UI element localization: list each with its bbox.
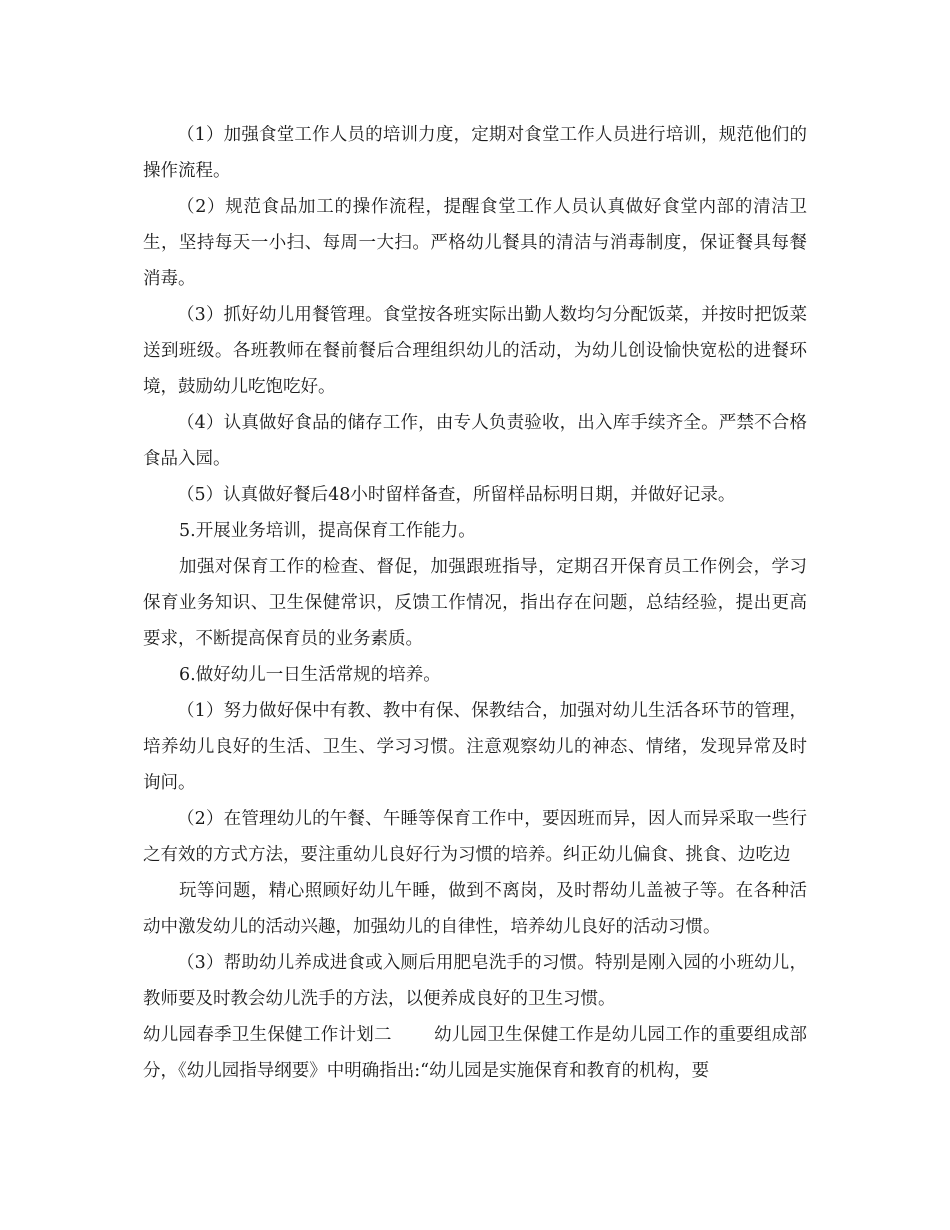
- paragraph-sample-retention: （5）认真做好餐后48小时留样备查，所留样品标明日期，并做好记录。: [177, 485, 736, 505]
- paragraph-canteen-training: （1）加强食堂工作人员的培训力度，定期对食堂工作人员进行培训，规范他们的操作流程。: [143, 125, 807, 181]
- section-heading-training: 5.开展业务培训，提高保育工作能力。: [179, 521, 476, 541]
- section-heading-daily-routine: 6.做好幼儿一日生活常规的培养。: [179, 665, 441, 685]
- paragraph-handwashing: （3）帮助幼儿养成进食或入厕后用肥皂洗手的习惯。特别是刚入园的小班幼儿，教师要及时教会幼儿洗手的方法，以便养成良好的卫生习惯。: [143, 953, 807, 1009]
- paragraph-meal-management: （3）抓好幼儿用餐管理。食堂按各班实际出勤人数均匀分配饭菜，并按时把饭菜送到班级。各班教师在餐前餐后合理组织幼儿的活动，为幼儿创设愉快宽松的进餐环境，鼓励幼儿吃饱吃好。: [143, 305, 807, 397]
- paragraph-nap-care: 玩等问题，精心照顾好幼儿午睡，做到不离岗，及时帮幼儿盖被子等。在各种活动中激发幼儿的活动兴趣，加强幼儿的自律性，培养幼儿良好的活动习惯。: [143, 881, 807, 937]
- paragraph-training-detail: 加强对保育工作的检查、督促，加强跟班指导，定期召开保育员工作例会，学习保育业务知识、卫生保健常识，反馈工作情况，指出存在问题，总结经验，提出更高要求，不断提高保育员的业务素质。: [143, 557, 807, 649]
- plan-two-intro: 幼儿园卫生保健工作是幼儿园工作的重要组成部分，《幼儿园指导纲要》中明确指出:“幼儿园是实施保育和教育的机构，要: [143, 1025, 808, 1081]
- paragraph-plan-two: [143, 1017, 807, 1089]
- paragraph-food-storage: （4）认真做好食品的储存工作，由专人负责验收，出入库手续齐全。严禁不合格食品入园。: [143, 413, 807, 469]
- paragraph-food-processing: （2）规范食品加工的操作流程，提醒食堂工作人员认真做好食堂内部的清洁卫生，坚持每天一小扫、每周一大扫。严格幼儿餐具的清洁与消毒制度，保证餐具每餐消毒。: [143, 197, 807, 289]
- paragraph-care-education: （1）努力做好保中有教、教中有保、保教结合，加强对幼儿生活各环节的管理，培养幼儿良好的生活、卫生、学习习惯。注意观察幼儿的神态、情绪，发现异常及时询问。: [143, 701, 807, 793]
- plan-two-heading: 幼儿园春季卫生保健工作计划二: [143, 1025, 392, 1045]
- paragraph-lunch-nap: （2）在管理幼儿的午餐、午睡等保育工作中，要因班而异，因人而异采取一些行之有效的方式方法，要注重幼儿良好行为习惯的培养。纠正幼儿偏食、挑食、边吃边: [143, 809, 807, 865]
